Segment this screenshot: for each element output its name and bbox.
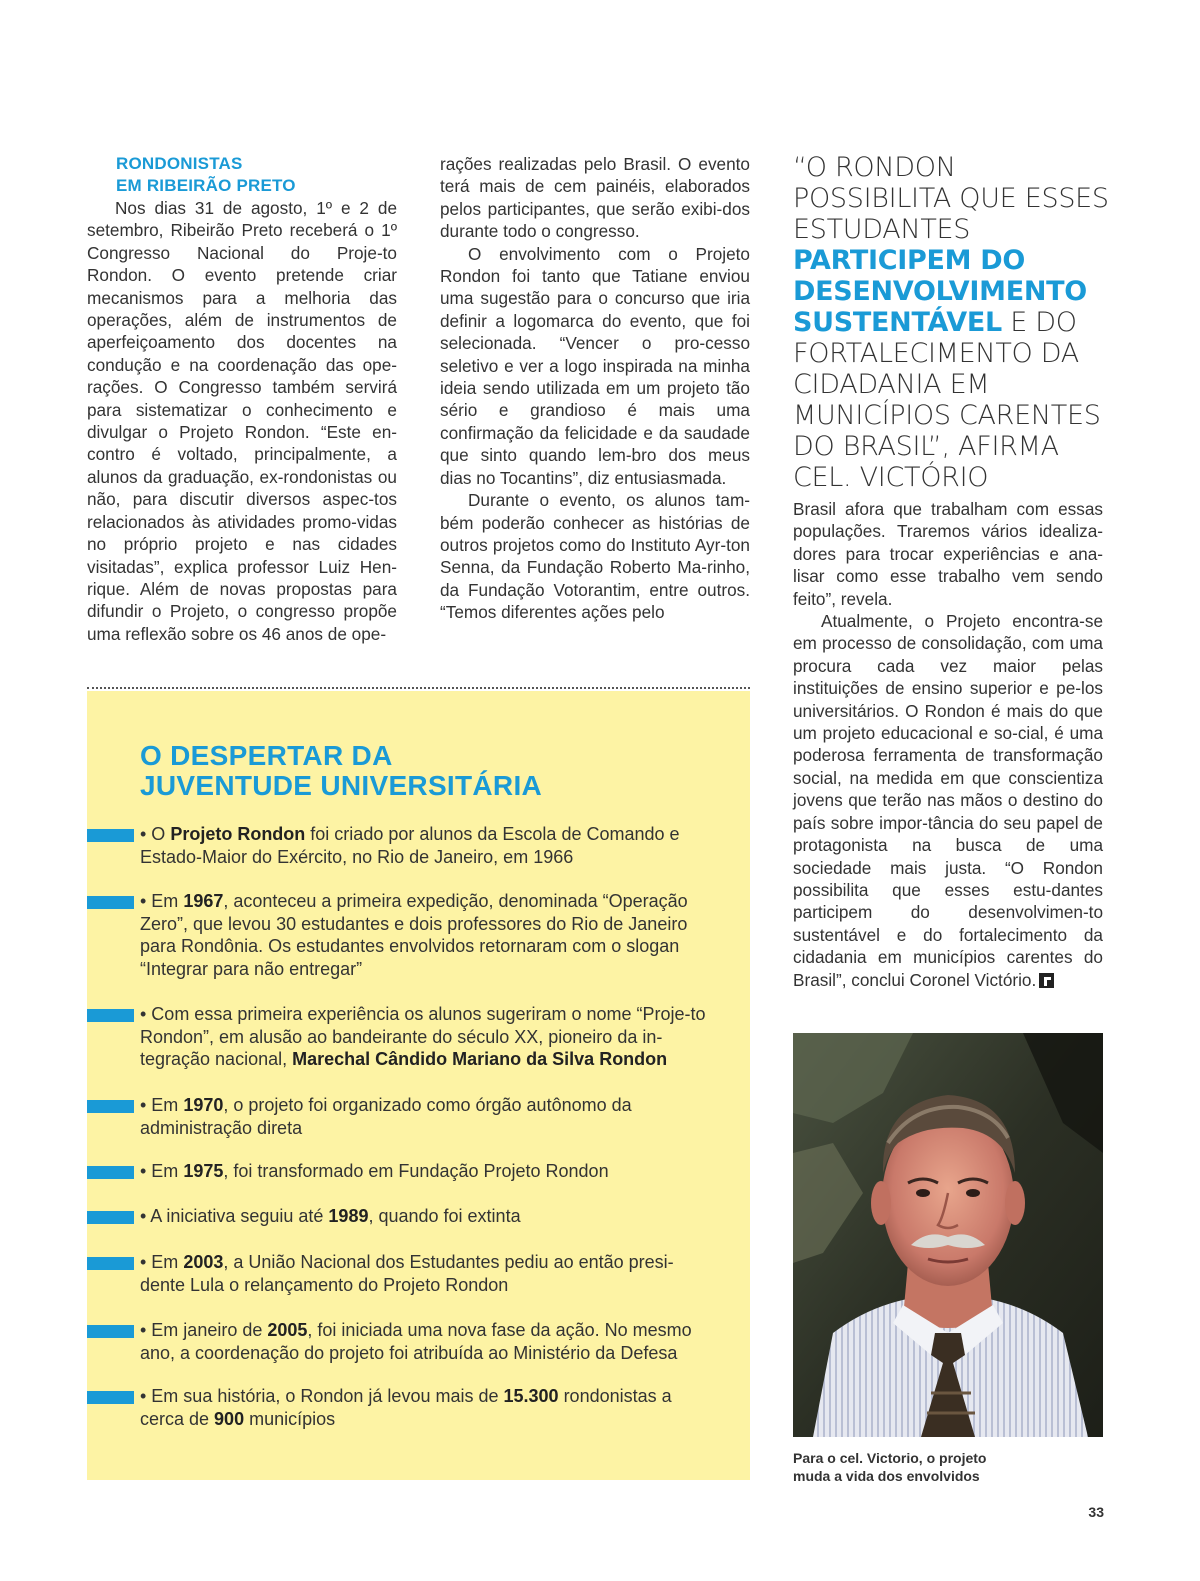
paragraph: O envolvimento com o Projeto Rondon foi tanto que Tatiane enviou uma sugestão para o concurso que iria definir a logomarca do evento, que foi selecionada. “Vencer o pro-cesso seletivo e ver a logo inspirada na minha ideia sendo utilizada em um projeto tão sério e grandioso é mais uma confirmação da felicidade e da saudade que sinto quando lem-bro dos meus dias no Tocantins”, diz entusiasmada.: [440, 243, 750, 488]
paragraph: Brasil afora que trabalham com essas populações. Traremos vários idealiza-dores para trocar experiências e ana-lisar como esse trabalho vem sendo feito”, revela.: [793, 499, 1103, 609]
paragraph: rações realizadas pelo Brasil. O evento terá mais de cem painéis, elaborados pelos participantes, que serão exibi-dos durante todo o congresso.: [440, 154, 750, 242]
bullet-bar-icon: [87, 1100, 134, 1113]
article-column-1: [87, 153, 397, 645]
bullet-bar-icon: [87, 829, 134, 842]
timeline-box: O DESPERTAR DA JUVENTUDE UNIVERSITÁRIA • O Projeto Rondon foi criado por alunos da Escola de Comando e Estado-Maior do Exército, no Rio de Janeiro, em 1966 • Em 1967, aconteceu a primeira expedição, denominada “Operação Zero”, que levou 30 estudantes e dois professores do Rio de Janeiro para Rondônia. Os estudantes envolvidos retornaram com o slogan “Integrar para não entregar” • Com essa primeira experiência os alunos sugeriram o nome “Proje-to Rondon”, em alusão ao bandeirante do século XX, pioneiro da in-tegração nacional, Marechal Cândido Mariano da Silva Rondon • Em 1970, o projeto foi organizado como órgão autônomo da administração direta • Em 1975, foi transformado em Fundação Projeto Rondon • A iniciativa seguiu até 1989, quando foi extinta • Em 2003, a União Nacional dos Estudantes pediu ao então presi-dente Lula o relançamento do Projeto Rondon • Em janeiro de 2005, foi iniciada uma nova fase da ação. No mesmo ano, a coordenação do projeto foi atribuída ao Ministério da Defesa • Em sua história, o Rondon já levou mais de 15.300 rondonistas a cerca de 900 municípios: [87, 691, 750, 1480]
bullet-bar-icon: [87, 1257, 134, 1270]
dotted-divider: [87, 687, 750, 689]
bullet-bar-icon: [87, 1325, 134, 1338]
section-subhead: RONDONISTAS EM RIBEIRÃO PRETO: [116, 154, 296, 195]
article-column-3: [793, 498, 1103, 991]
article-column-2: [440, 153, 750, 624]
bullet-bar-icon: [87, 1009, 134, 1022]
portrait-photo: [793, 1033, 1103, 1437]
end-of-article-icon: [1039, 973, 1054, 988]
bullet-bar-icon: [87, 896, 134, 909]
pull-quote-highlight: PARTICIPEM DO DESENVOLVIMENTO SUSTENTÁVEL: [793, 245, 1087, 338]
paragraph: Nos dias 31 de agosto, 1º e 2 de setembro, Ribeirão Preto receberá o 1º Congresso Nacional do Proje-to Rondon. O evento pretende criar mecanismos para a melhoria das operações, além de instrumentos de aperfeiçoamento dos docentes na condução e na coordenação das ope-rações. O Congresso também servirá para sistematizar o conhecimento e divulgar o Projeto Rondon. “Este en-contro é voltado, principalmente, a alunos da graduação, ex-rondonistas ou não, para discutir diversos aspec-tos relacionados às atividades promo-vidas no próprio projeto e nas cidades visitadas”, explica professor Luiz Hen-rique. Além de novas propostas para difundir o Projeto, o congresso propõe uma reflexão sobre os 46 anos de ope-: [87, 198, 397, 644]
bullet-bar-icon: [87, 1211, 134, 1224]
bullet-bar-icon: [87, 1391, 134, 1404]
page-number: 33: [1088, 1504, 1104, 1520]
paragraph: Atualmente, o Projeto encontra-se em processo de consolidação, com uma procura cada vez maior pelas instituições de ensino superior e pe-los universitários. O Rondon é mais do que um projeto educacional e so-cial, é uma poderosa ferramenta de transformação social, na medida em que conscientiza jovens que terão nas mãos o destino do país sobre impor-tância do seu papel de protagonista na busca de uma sociedade mais justa. “O Rondon possibilita que esses estu-dantes participem do desenvolvimen-to sustentável e do fortalecimento da cidadania em municípios carentes do Brasil”, conclui Coronel Victório.: [793, 611, 1103, 990]
photo-caption: Para o cel. Victorio, o projeto muda a vida dos envolvidos: [793, 1450, 987, 1484]
portrait-illustration: [793, 1033, 1103, 1437]
pull-quote: “O RONDON POSSIBILITA QUE ESSES ESTUDANTES PARTICIPEM DO DESENVOLVIMENTO SUSTENTÁVEL E DO FORTALECIMENTO DA CIDADANIA EM MUNICÍPIOS CARENTES DO BRASIL”, AFIRMA CEL. VICTÓRIO: [793, 152, 1109, 493]
bullet-bar-icon: [87, 1166, 134, 1179]
paragraph: Durante o evento, os alunos tam-bém poderão conhecer as histórias de outros projetos como do Instituto Ayr-ton Senna, da Fundação Roberto Ma-rinho, da Fundação Votorantim, entre outros. “Temos diferentes ações pelo: [440, 490, 750, 623]
box-title: O DESPERTAR DA JUVENTUDE UNIVERSITÁRIA: [140, 740, 543, 801]
